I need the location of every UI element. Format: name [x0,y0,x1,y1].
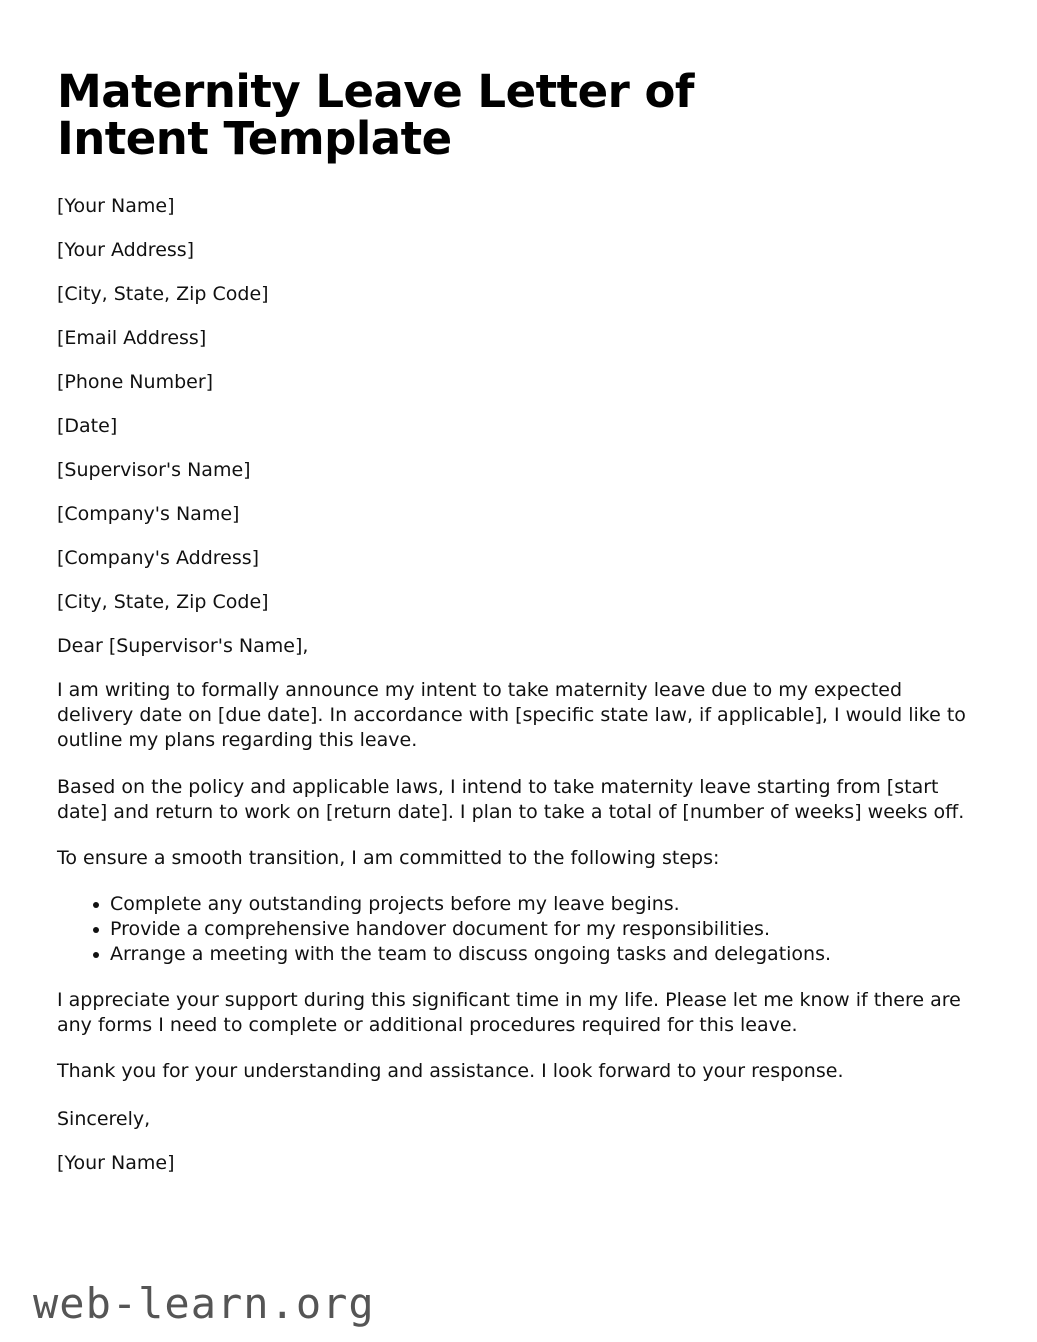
sender-line-address: [Your Address] [57,239,195,261]
list-item-label: Complete any outstanding projects before my leave begins. [110,893,680,915]
body-paragraph-intent: I am writing to formally announce my intent to take maternity leave due to my expected delivery date on [due date]. In accordance with [specific state law, if applicable], I would like to outline my plans regarding this leave. [57,679,966,751]
recipient-line-city-state: [City, State, Zip Code] [57,591,269,613]
sender-line-phone: [Phone Number] [57,371,214,393]
bullet-icon [93,952,99,958]
list-item-label: Arrange a meeting with the team to discuss ongoing tasks and delegations. [110,943,832,965]
body-paragraph-appreciation: I appreciate your support during this significant time in my life. Please let me know if there are any forms I need to complete or additional procedures required for this leave. [57,989,961,1036]
recipient-line-supervisor: [Supervisor's Name] [57,459,251,481]
sender-address-block [57,194,982,438]
list-item-label: Provide a comprehensive handover document for my responsibilities. [110,918,770,940]
list-item [57,942,982,967]
body-paragraph-thanks: Thank you for your understanding and assistance. I look forward to your response. [57,1060,844,1082]
site-watermark: web-learn.org [33,1279,375,1328]
sender-line-email: [Email Address] [57,327,207,349]
sender-line-date: [Date] [57,415,118,437]
transition-steps-list [57,892,982,967]
list-item [57,917,982,942]
sender-line-name: [Your Name] [57,195,175,217]
signature-name: [Your Name] [57,1152,175,1174]
sign-off: Sincerely, [57,1108,151,1130]
document-content [57,0,982,1195]
salutation: Dear [Supervisor's Name], [57,635,309,657]
sender-line-city-state: [City, State, Zip Code] [57,283,269,305]
recipient-address-block [57,458,982,614]
list-item [57,892,982,917]
bullet-icon [93,902,99,908]
body-paragraph-dates: Based on the policy and applicable laws, I intend to take maternity leave starting from [start date] and return to work on [return date]. I plan to take a total of [number of weeks] weeks off. [57,776,965,823]
page-title: Maternity Leave Letter of Intent Template [57,65,695,165]
recipient-line-company-address: [Company's Address] [57,547,260,569]
recipient-line-company: [Company's Name] [57,503,240,525]
transition-steps-intro: To ensure a smooth transition, I am committed to the following steps: [57,847,720,869]
bullet-icon [93,927,99,933]
